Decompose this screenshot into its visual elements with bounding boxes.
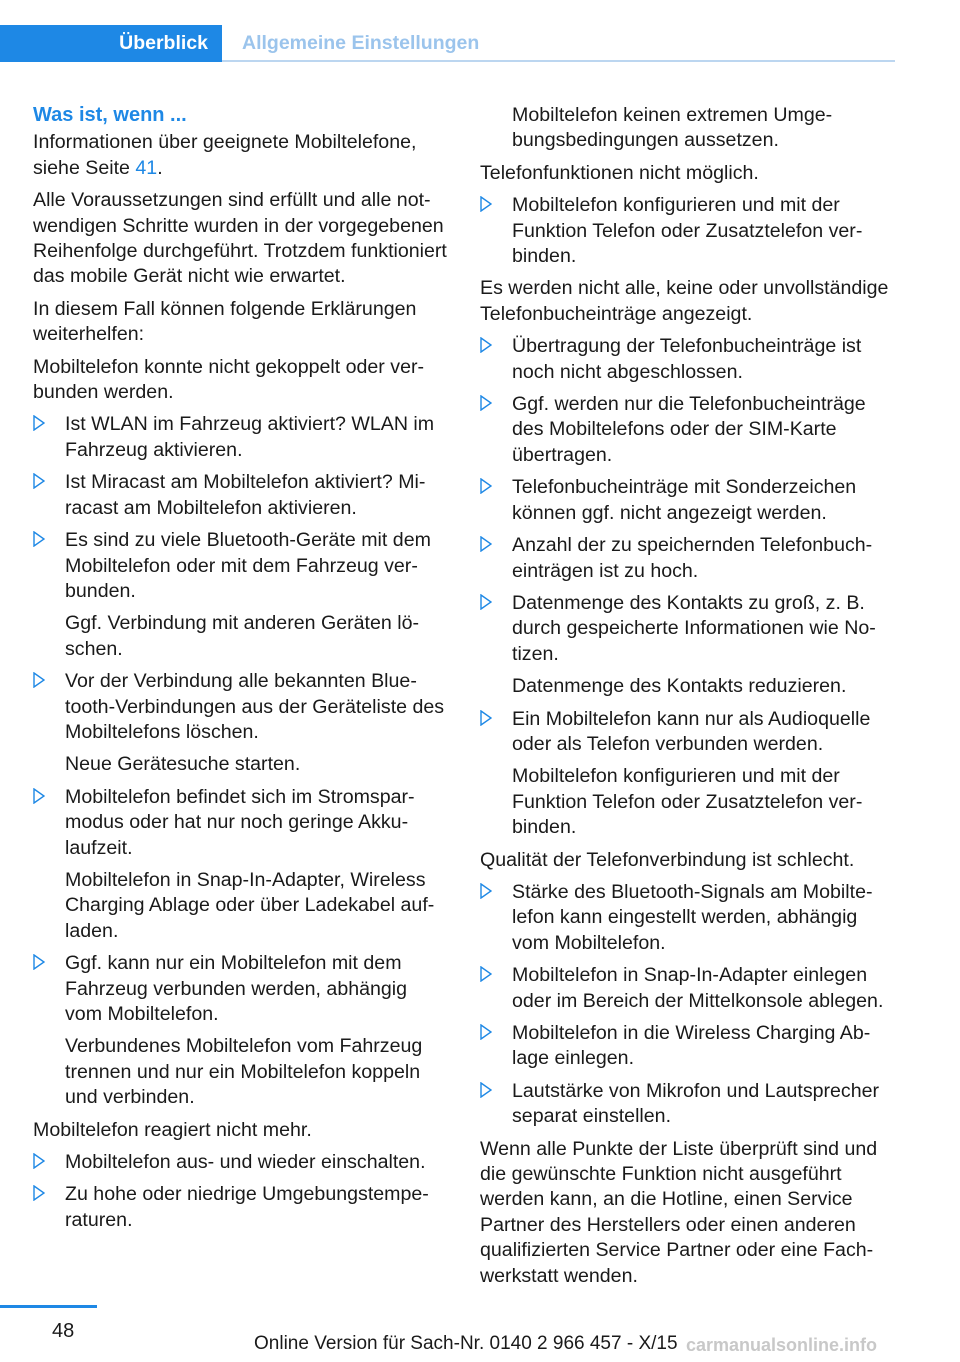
list-item-text: Mobiltelefon befindet sich im Stromsparmodus oder hat nur noch geringe Akkulaufzeit. — [65, 785, 415, 859]
list-item-text: Ein Mobiltelefon kann nur als Audioquelle oder als Telefon verbunden werden. — [512, 707, 871, 755]
list-item-subtext: Verbundenes Mobiltelefon vom Fahrzeug trennen und nur ein Mobiltelefon koppeln und verbinden. — [65, 1035, 423, 1109]
closing-paragraph: Wenn alle Punkte der Liste überprüft sind und die gewünschte Funktion nicht ausgeführt werden kann, an die Hotline, einen Service Partner des Herstellers oder einen anderen qualifizierten Service Partner oder eine Fachwerkstatt wenden. — [480, 1137, 878, 1287]
triangle-right-icon — [480, 536, 494, 554]
right-column — [480, 103, 896, 1296]
list-item-text: Zu hohe oder niedrige Umgebungstemperaturen. — [65, 1183, 429, 1231]
triangle-right-icon — [480, 478, 494, 496]
tab-allgemeine-einstellungen[interactable]: Allgemeine Einstellungen — [242, 31, 480, 54]
triangle-right-icon — [480, 337, 494, 355]
triangle-right-icon — [33, 531, 47, 549]
triangle-right-icon — [33, 1153, 47, 1171]
intro-paragraph-3: In diesem Fall können folgende Erklärungen weiterhelfen: — [33, 297, 417, 346]
tab-ueberblick[interactable]: Überblick — [0, 25, 222, 62]
list-item — [33, 1150, 449, 1175]
list-item-text: Vor der Verbindung alle bekannten Bluetooth-Verbindungen aus der Geräteliste des Mobiltelefons löschen. — [65, 670, 445, 743]
triangle-right-icon — [33, 415, 47, 433]
list-item-text: Mobiltelefon konfigurieren und mit der Funktion Telefon oder Zusatztelefon verbinden. — [512, 194, 863, 268]
list-item-subtext: Mobiltelefon in Snap-In-Adapter, Wireless Charging Ablage oder über Ladekabel aufladen. — [65, 868, 435, 942]
list-item-text: Mobiltelefon aus- und wieder einschalten. — [65, 1151, 426, 1174]
list-item-text: Ist WLAN im Fahrzeug aktiviert? WLAN im Fahrzeug aktivieren. — [65, 413, 435, 461]
list-item — [480, 1021, 896, 1072]
triangle-right-icon — [480, 1082, 494, 1100]
list-item-subtext: Mobiltelefon konfigurieren und mit der Funktion Telefon oder Zusatztelefon verbinden. — [512, 765, 863, 839]
triangle-right-icon — [33, 788, 47, 806]
list-item — [480, 334, 896, 385]
triangle-right-icon — [480, 883, 494, 901]
list-item — [33, 1182, 449, 1233]
triangle-right-icon — [480, 966, 494, 984]
list-item-text: Lautstärke von Mikrofon und Lautsprecher separat einstellen. — [512, 1079, 880, 1128]
list-item-text: Ggf. kann nur ein Mobiltelefon mit dem Fahrzeug verbunden werden, abhängig vom Mobiltelefon. — [65, 952, 408, 1025]
list-item-subtext: Ggf. Verbindung mit anderen Geräten löschen. — [65, 612, 419, 660]
problem-call-quality: Qualität der Telefonverbindung ist schlecht. — [480, 848, 855, 871]
list-item — [33, 470, 449, 521]
list-item — [480, 1079, 896, 1130]
intro-period: . — [157, 156, 163, 179]
online-version-note: Online Version für Sach-Nr. 0140 2 966 457 - X/15 — [254, 1333, 678, 1354]
problem-phonebook: Es werden nicht alle, keine oder unvollständige Telefonbucheinträge angezeigt. — [480, 277, 889, 325]
list-item-text: Datenmenge des Kontakts zu groß, z. B. durch gespeicherte Informationen wie Notizen. — [512, 591, 876, 665]
list-item-text: Es sind zu viele Bluetooth-Geräte mit dem Mobiltelefon oder mit dem Fahrzeug verbunden. — [65, 529, 431, 602]
list-item-continued: Mobiltelefon keinen extremen Umgebungsbedingungen aussetzen. — [512, 104, 833, 152]
intro-text: Informationen über geeignete Mobiltelefone, siehe Seite — [33, 131, 417, 179]
header-divider — [222, 60, 895, 62]
left-column — [33, 103, 449, 1240]
list-item-subtext: Neue Gerätesuche starten. — [65, 753, 301, 776]
page-number: 48 — [52, 1320, 75, 1342]
list-item — [480, 591, 896, 700]
list-item-text: Ggf. werden nur die Telefonbucheinträge des Mobiltelefons oder der SIM-Karte übertragen. — [512, 393, 866, 466]
watermark: carmanualsonline.info — [686, 1335, 878, 1355]
triangle-right-icon — [33, 1185, 47, 1203]
intro-paragraph-1 — [33, 130, 449, 181]
list-item — [480, 963, 896, 1014]
list-item-text: Anzahl der zu speichernden Telefonbucheinträgen ist zu hoch. — [512, 534, 873, 582]
list-item — [480, 880, 896, 956]
list-item — [33, 785, 449, 944]
list-item — [33, 528, 449, 662]
problem-pairing: Mobiltelefon konnte nicht gekoppelt oder verbunden werden. — [33, 355, 425, 404]
list-item — [480, 533, 896, 584]
page-link[interactable]: 41 — [135, 156, 158, 179]
list-item-subtext: Datenmenge des Kontakts reduzieren. — [512, 675, 847, 698]
list-item — [33, 669, 449, 778]
list-item — [480, 707, 896, 841]
triangle-right-icon — [480, 196, 494, 214]
list-item-text: Mobiltelefon in die Wireless Charging Ablage einlegen. — [512, 1022, 871, 1070]
list-item — [480, 475, 896, 526]
list-item-text: Stärke des Bluetooth-Signals am Mobiltelefon kann eingestellt werden, abhängig vom Mobiltelefon. — [512, 880, 873, 954]
problem-not-responding: Mobiltelefon reagiert nicht mehr. — [33, 1118, 312, 1141]
list-item — [33, 412, 449, 463]
list-item — [480, 392, 896, 468]
triangle-right-icon — [480, 594, 494, 612]
list-item-text: Telefonbucheinträge mit Sonderzeichen können ggf. nicht angezeigt werden. — [512, 476, 857, 524]
footer-accent-line — [0, 1305, 97, 1308]
triangle-right-icon — [33, 954, 47, 972]
list-item — [33, 951, 449, 1110]
triangle-right-icon — [480, 710, 494, 728]
list-item — [480, 193, 896, 269]
header-tabbar — [0, 25, 895, 62]
list-item-text: Mobiltelefon in Snap-In-Adapter einlegen oder im Bereich der Mittelkonsole ablegen. — [512, 964, 884, 1012]
triangle-right-icon — [33, 473, 47, 491]
problem-phone-functions: Telefonfunktionen nicht möglich. — [480, 161, 759, 184]
triangle-right-icon — [33, 672, 47, 690]
triangle-right-icon — [480, 1024, 494, 1042]
list-item-text: Übertragung der Telefonbucheinträge ist noch nicht abgeschlossen. — [512, 335, 862, 383]
section-heading: Was ist, wenn ... — [33, 104, 187, 126]
triangle-right-icon — [480, 395, 494, 413]
list-item-text: Ist Miracast am Mobiltelefon aktiviert? Miracast am Mobiltelefon aktivieren. — [65, 471, 426, 519]
intro-paragraph-2: Alle Voraussetzungen sind erfüllt und alle notwendigen Schritte wurden in der vorgegebenen Reihenfolge durchgeführt. Trotzdem funktioniert das mobile Gerät nicht wie erwartet. — [33, 189, 447, 288]
